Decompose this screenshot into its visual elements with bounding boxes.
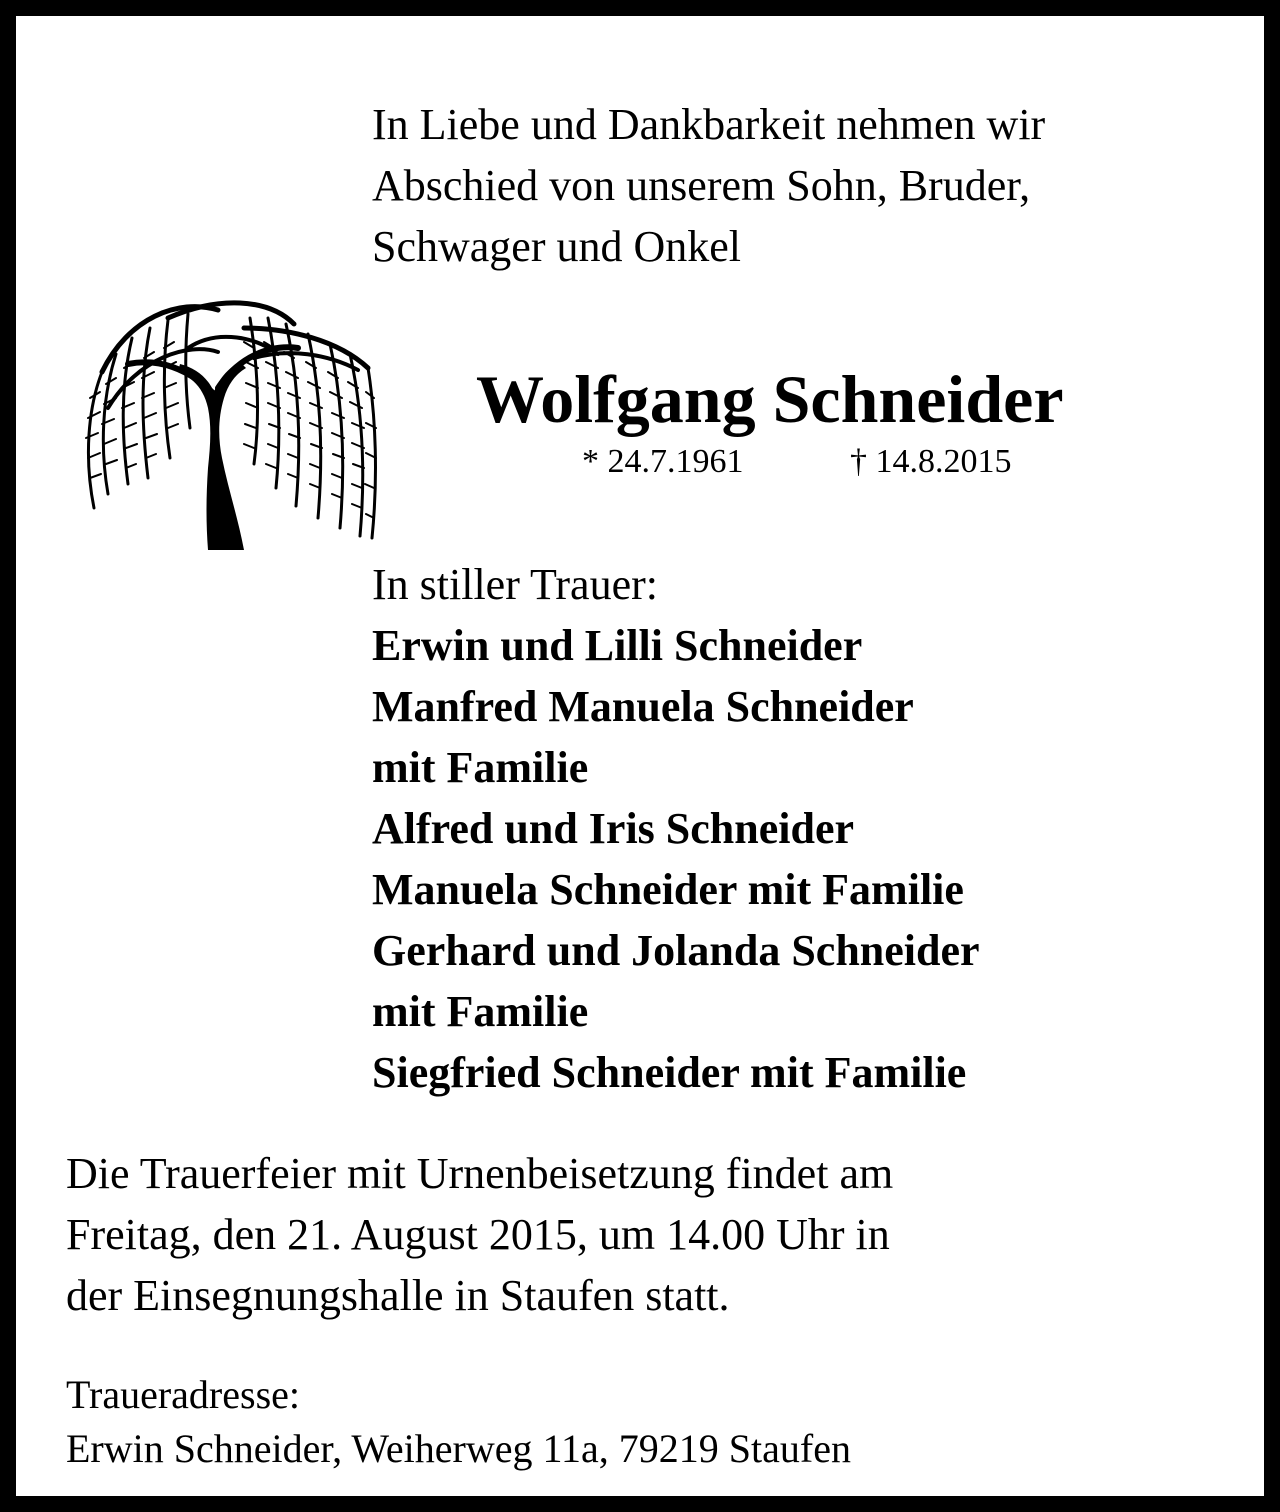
mourners-heading: In stiller Trauer: [372, 560, 658, 609]
weeping-willow-icon [68, 288, 380, 554]
service-announcement [66, 1143, 1246, 1326]
mourner-line: mit Familie [372, 743, 589, 792]
deceased-name: Wolfgang Schneider [476, 361, 1064, 437]
mourner-line: Alfred und Iris Schneider [372, 804, 855, 853]
mourner-line: Gerhard und Jolanda Schneider [372, 926, 980, 975]
mourner-line: mit Familie [372, 987, 589, 1036]
birth-date: * 24.7.1961 [582, 443, 744, 480]
mourner-line: Manuela Schneider mit Familie [372, 865, 964, 914]
mourners-list [372, 554, 1252, 1103]
address-label: Traueradresse: [66, 1372, 301, 1417]
address-value: Erwin Schneider, Weiherweg 11a, 79219 Staufen [66, 1426, 851, 1471]
mourner-line: Manfred Manuela Schneider [372, 682, 914, 731]
intro-line: In Liebe und Dankbarkeit nehmen wir [372, 100, 1046, 149]
death-date: † 14.8.2015 [850, 443, 1012, 480]
service-line: Die Trauerfeier mit Urnenbeisetzung findet am [66, 1149, 894, 1198]
intro-line: Schwager und Onkel [372, 222, 742, 271]
mourner-line: Erwin und Lilli Schneider [372, 621, 863, 670]
mourner-line: Siegfried Schneider mit Familie [372, 1048, 967, 1097]
service-line: der Einsegnungshalle in Staufen statt. [66, 1271, 730, 1320]
mourning-address [66, 1368, 1246, 1476]
intro-text [372, 94, 1252, 277]
service-line: Freitag, den 21. August 2015, um 14.00 Uhr in [66, 1210, 890, 1259]
intro-line: Abschied von unserem Sohn, Bruder, [372, 161, 1031, 210]
